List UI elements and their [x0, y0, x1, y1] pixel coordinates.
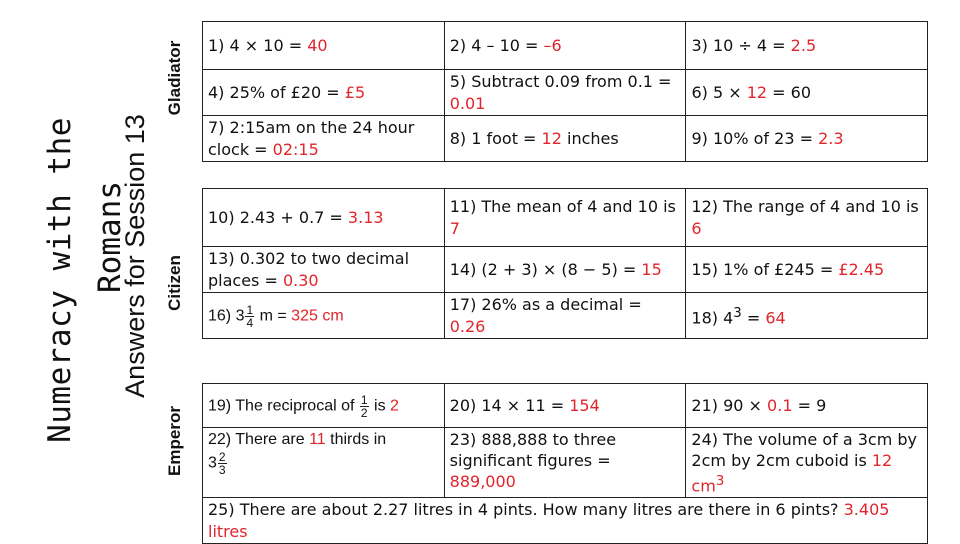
answer: 0.30 [282, 271, 319, 290]
answer: 02:15 [272, 140, 319, 159]
question-cell-21: 21) 90 × 0.1 = 9 [686, 384, 928, 428]
question-cell-3: 3) 10 ÷ 4 = 2.5 [686, 22, 928, 70]
title-line-1: Numeracy with the [42, 117, 78, 443]
emperor-table [202, 383, 928, 544]
level-label-emperor: Emperor [165, 406, 184, 476]
question-cell-11: 11) The mean of 4 and 10 is 7 [444, 189, 686, 247]
question-cell-25: 25) There are about 2.27 litres in 4 pints. How many litres are there in 6 pints? 3.405 litres [203, 498, 928, 544]
answer: 64 [765, 308, 786, 328]
level-label-gladiator: Gladiator [165, 40, 184, 116]
answer: 0.26 [449, 317, 486, 336]
question-cell-13: 13) 0.302 to two decimal places = 0.30 [203, 247, 445, 293]
question-cell-2: 2) 4 – 10 = –6 [444, 22, 686, 70]
fraction: $\frac{1}{2}$ [360, 392, 368, 420]
page-subtitle: Answers for Session 13 [120, 114, 150, 398]
question-cell-18: 18) $4^3 = 64$ [686, 293, 928, 339]
fraction: $\frac{1}{4}$ [246, 302, 254, 330]
question-cell-23: 23) 888,888 to three significant figures = 889,000 [444, 428, 686, 498]
question-cell-17: 17) 26% as a decimal = 0.26 [444, 293, 686, 339]
answer: 2 [390, 397, 399, 415]
question-cell-22: 22) There are 11 thirds in 3 $\frac{2}{3}$ [203, 428, 445, 498]
question-cell-19: 19) The reciprocal of $\frac{1}{2}$ is 2 [203, 384, 445, 428]
answer: 12 [746, 83, 768, 102]
question-cell-9: 9) 10% of 23 = 2.3 [686, 116, 928, 162]
answer: 889,000 [449, 472, 516, 491]
answer: 3.13 [347, 208, 384, 227]
question-cell-24: 24) The volume of a 3cm by 2cm by 2cm cuboid is 12 $cm^3$ [686, 428, 928, 498]
answer: 0.01 [449, 94, 486, 113]
answer: 2.5 [790, 36, 817, 55]
question-cell-4: 4) 25% of £20 = £5 [203, 70, 445, 116]
citizen-table [202, 188, 928, 339]
question-cell-1: 1) 4 × 10 = 40 [203, 22, 445, 70]
question-cell-20: 20) 14 × 11 = 154 [444, 384, 686, 428]
answer: 3.405 litres [208, 500, 890, 541]
answer: 12 cm [691, 451, 893, 496]
level-label-citizen: Citizen [165, 255, 184, 311]
answer: 6 [691, 219, 702, 238]
answer: 325 cm [291, 307, 344, 325]
question-cell-10: 10) 2.43 + 0.7 = 3.13 [203, 189, 445, 247]
answer: 12 [541, 129, 562, 148]
answer: 0.1 [767, 396, 793, 415]
question-cell-6: 6) 5 × 12 = 60 [686, 70, 928, 116]
question-cell-12: 12) The range of 4 and 10 is 6 [686, 189, 928, 247]
gladiator-table [202, 21, 928, 162]
answer: 2.3 [818, 129, 844, 148]
question-cell-5: 5) Subtract 0.09 from 0.1 = 0.01 [444, 70, 686, 116]
answer: 11 [309, 431, 326, 448]
question-cell-16: 16) 3 $\frac{1}{4}$ m = 325 cm [203, 293, 445, 339]
answer: 40 [307, 36, 328, 55]
answer: 7 [449, 219, 460, 238]
answer: £5 [344, 83, 366, 102]
question-cell-15: 15) 1% of £245 = £2.45 [686, 247, 928, 293]
question-cell-14: 14) (2 + 3) × (8 − 5) = 15 [444, 247, 686, 293]
question-cell-7: 7) 2:15am on the 24 hour clock = 02:15 [203, 116, 445, 162]
fraction: $\frac{2}{3}$ [218, 450, 226, 477]
answer: 15 [641, 260, 662, 279]
answer: £2.45 [838, 260, 885, 279]
question-cell-8: 8) 1 foot = 12 inches [444, 116, 686, 162]
answer: –6 [543, 36, 562, 55]
answer: 154 [569, 396, 600, 415]
title-line-2: Romans [92, 181, 128, 293]
